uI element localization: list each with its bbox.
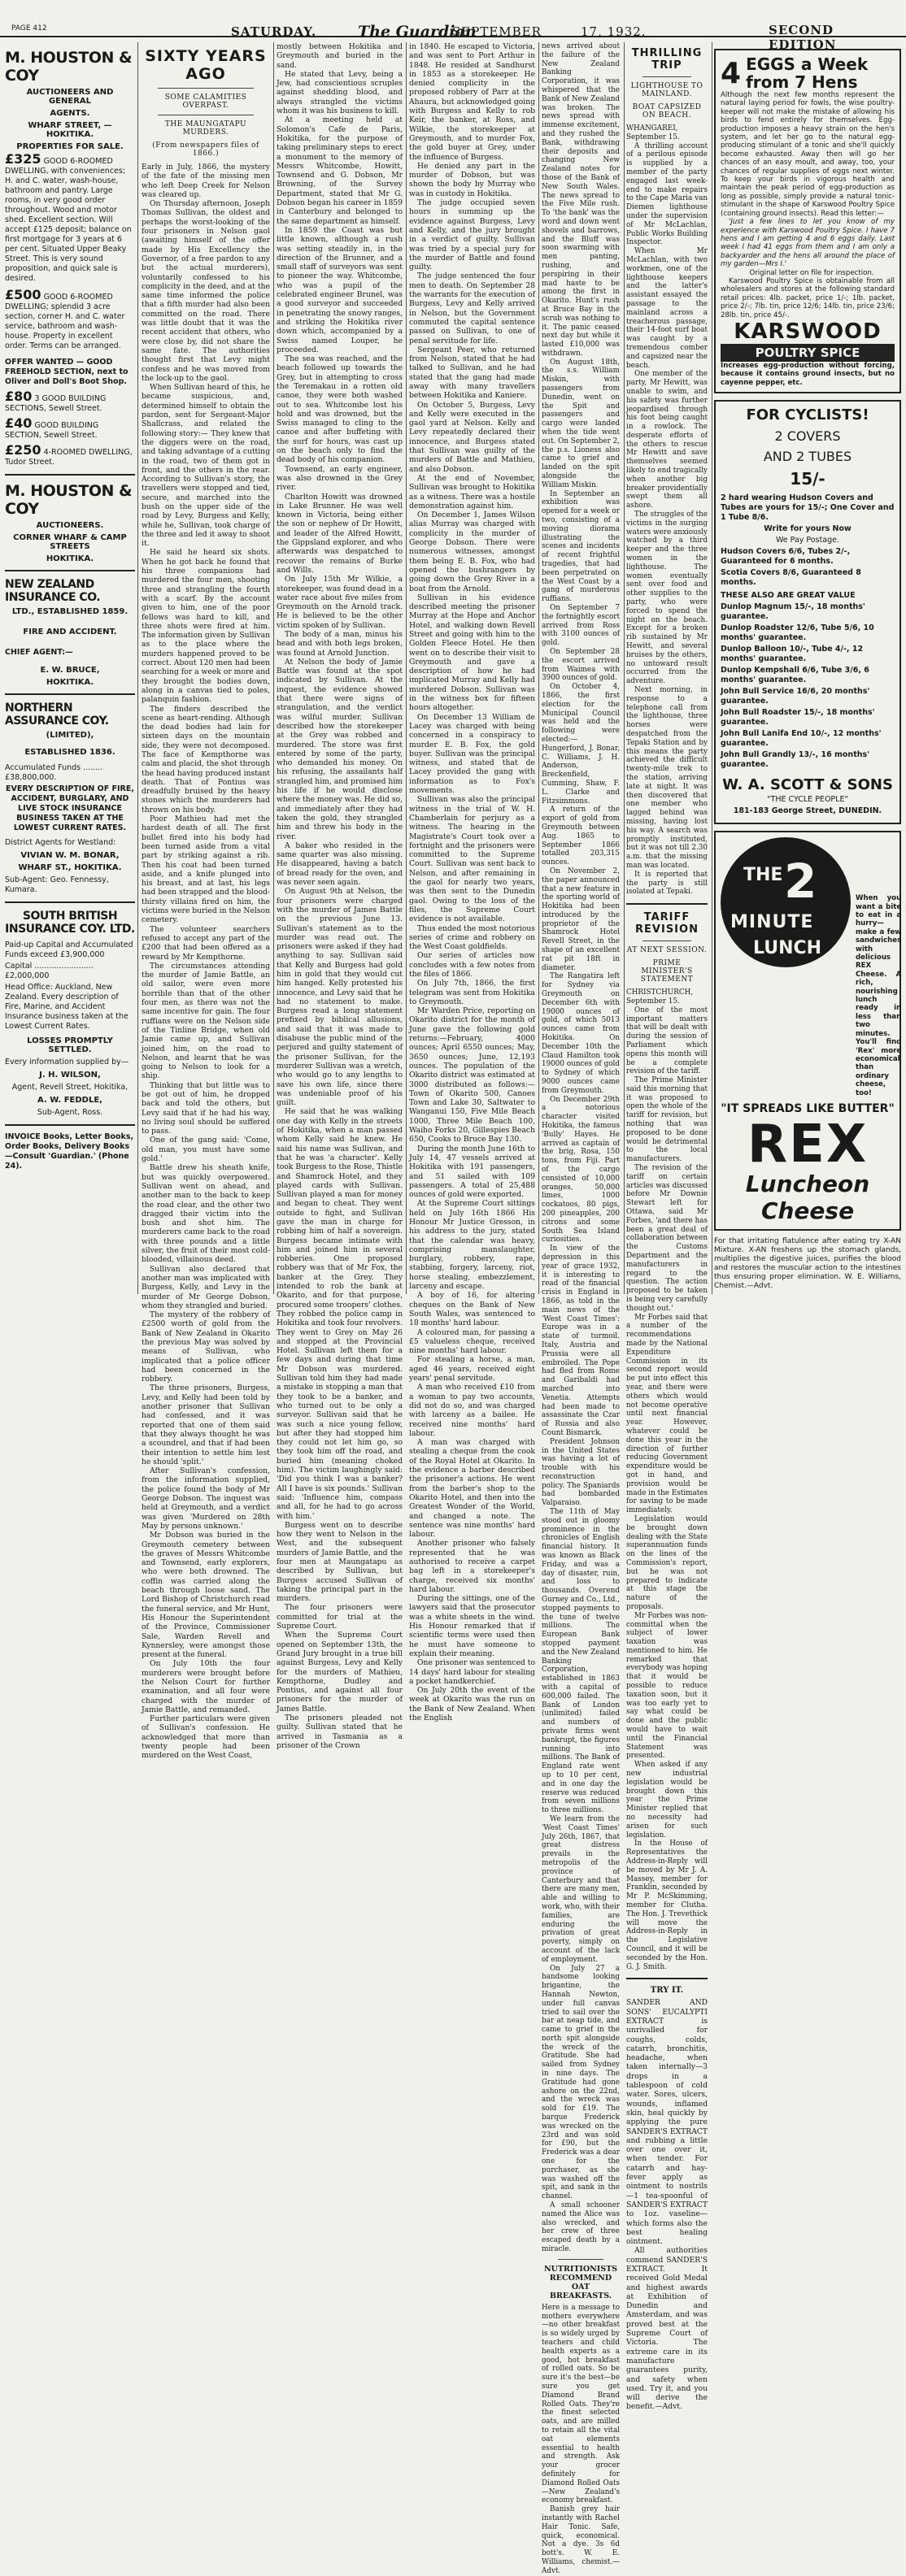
tyre-list — [721, 602, 895, 770]
northern-description: EVERY DESCRIPTION OF FIRE, ACCIDENT, BURGLARY, AND LIVE STOCK INSURANCE BUSINESS TAKEN AT THE LOWEST CURRENT RATES. — [6, 784, 134, 832]
paragraph: When the Supreme Court opened on September 13th, the Grand Jury brought in a true bill against Burgess, Levy and Kelly for the murders of Mathieu, Kempthorne, Dudley and Pontius, and against all four prisoners for the murder of James Battle. — [277, 1631, 403, 1714]
cyclists-ad — [714, 400, 901, 824]
houston-ad-subtitle: AUCTIONEERS AND GENERAL — [26, 88, 114, 106]
paragraph: On August 18th, the s.s. William Miskin, with passengers from Dunedin, went on the Spit and passengers and cargo were landed when the tide went out. On September 2, the p.s. Lioness also came to grief and landed on the spit alongside the William Miskin. — [542, 358, 620, 489]
sb-agent: J. H. WILSON, — [39, 1071, 101, 1079]
article-continuation — [409, 42, 535, 1723]
paragraph: The Rangatira left for Sydney via Greymouth on December 6th with 19000 ounces of gold, of which 5013 ounces came from Hokitika. On December 10th the Claud Hamilton took 19000 ounces of gold to Sydney of which 9000 ounces came from Greymouth. — [542, 972, 620, 1095]
tubes-line: AND 2 TUBES — [763, 449, 852, 465]
article-body — [277, 42, 403, 1750]
tryit-headline: TRY IT. — [650, 1986, 684, 1996]
cyclists-postage: We Pay Postage. — [775, 536, 840, 545]
paragraph: One of the most important matters that will be dealt with during the session of Parliament which opens this month will be a complete revision of the tariff. — [626, 1006, 708, 1076]
property-description: 4-ROOMED DWELLING, Tudor Street. — [5, 448, 133, 467]
cyclists-price: 15/- — [790, 469, 825, 489]
masthead-date: 17, 1932. — [581, 24, 647, 39]
invoice-books-ad: INVOICE Books, Letter Books, Order Books, Delivery Books—Consult 'Guardian.' (Phone 24). — [5, 1132, 134, 1171]
paragraph: Early in July, 1866, the mystery of the fate of the missing men who left Deep Creek for Nelson was cleared up. — [142, 163, 270, 199]
thrilling-body — [626, 124, 708, 897]
column-rule — [137, 42, 138, 1294]
sb-subagent-town: Sub-Agent, Ross. — [37, 1108, 103, 1117]
paragraph: The prisoners pleaded not guilty. Sullivan stated that he arrived in Tasmania as a prisoner of the Crown — [277, 1714, 403, 1750]
paragraph: Sullivan also declared that another man was implicated with Burgess, Kelly, and Levy in the murder of Mr George Dobson, whom they strangled and buried. — [142, 1264, 270, 1310]
houston-address: WHARF STREET, — HOKITIKA. — [28, 121, 112, 139]
paragraph: Poor Mathieu had met the hardest death of all. The first bullet fired into his body had been turned aside from a vital part by striking against a rib. Then his coat had been turned aside, and a knife plunged into his breast, and at last, his legs had been strapped and the blood-thirsty villains fired on him, the victims were buried in the Nelson cemetery. — [142, 815, 270, 925]
paragraph: in 1840. He escaped to Victoria, and was sent to Port Arthur in 1848. He resided at Sandhurst in 1853 as a storekeeper. He denied complicity in the proposed robbery of Parr at the Ahaura, but acknowledged going with Burgess and Kelly to rob Keir, the banker, at Ross, and Wilkie, the storekeeper at Greymouth, and to murder Fox, the gold buyer at Grey, under the influence of Burgess. — [409, 42, 535, 162]
northern-title: NORTHERN ASSURANCE COY. — [5, 702, 109, 728]
paragraph: A boy of 16, for altering cheques on the Bank of New South Wales, was sentenced to 18 months' hard labour. — [409, 1291, 535, 1328]
column-rule — [624, 42, 625, 1294]
divider — [558, 2259, 603, 2260]
property-80 — [5, 389, 135, 414]
sub-agent: Sub-Agent: Geo. Fennessy, Kumara. — [5, 875, 109, 894]
nz-insurance-fire: FIRE AND ACCIDENT. — [23, 628, 117, 636]
nutrition-body — [542, 2304, 620, 2576]
paragraph: Thinking that but little was to be got out of him, he dropped back and told the others, but Levy said that if he had his way, no living soul should be suffered to pass. — [142, 1080, 270, 1136]
thrilling-subheading: LIGHTHOUSE TO MAINLAND. — [630, 82, 703, 98]
paragraph: One member of the party, Mr Hewitt, was unable to swim, and his safety was further jeopardised through his foot being caught in a rowlock. The desperate efforts of the others to rescue Mr Hewitt and save themselves seemed likely to end tragically when another big breaker providentially swept them all ashore. — [626, 370, 708, 510]
masthead-day: SATURDAY. — [231, 24, 317, 39]
tryit-body: All authorities commend SANDER'S EXTRACT. It received Gold Medal and highest awards at Exhibition of Dunedin and Amsterdam, and was proved best at the Supreme Court of Victoria. The extreme care in its manufacture guarantees purity, and safety when used. Try it, and you will derive the benefit.—Advt. — [626, 2246, 708, 2412]
paragraph: On July 27 a handsome looking brigantine, the Hannah Newton, under full canvas tried to sail over the bar at neap tide, and came to grief in the north spit alongside the wreck of the Gratitude. She had sailed from Sydney in nine days. The Gratitude had gone ashore on the 22nd, and the wreck was sold for £19. The barque Frederick was wrecked on the 23rd and was sold for £90, but the Frederick was a dear one for the purchaser, as she was washed off the spit, and sank in the channel. — [542, 1964, 620, 2201]
paragraph: WHANGAREI, September 15. — [626, 124, 680, 141]
paragraph: At the end of November, Sullivan was brought to Hokitika as a witness. There was a hostile demonstration against him. — [409, 473, 535, 510]
paragraph: news arrived about the failure of the New Zealand Banking Corporation, it was whispered that the Bank of New Zealand was broken. The news spread with immense excitement, and they rushed the Bank, withdrawing their deposits and changing New Zealand notes for those of the Bank of New South Wales. The news spread to the Five Mile rush. To 'the bank' was the word and down went shovels and barrows, and the Bluff was soon swarming with men panting, rushing, and perspiring in their mad haste to be among the first in Okarito. Hunt's rush at Bruce Bay in the scrub was nothing to it. The panic ceased next day but while it lasted £10,000 was withdrawn. — [542, 42, 620, 358]
paragraph: On July 20th the event of the week at Okarito was the run on the Bank of New Zealand. When the English — [409, 1686, 535, 1723]
tyre-item: John Bull Grandly 13/-, 16 months' guarantee. — [721, 750, 870, 770]
paragraph: A baker who resided in the same quarter was also missing. He disappeared, having a batch of bread ready for the oven, and was never seen again. — [277, 841, 403, 888]
paragraph: The struggles of the victims in the surging waters were anxiously watched by a third keeper and the three women in the lighthouse. The women eventually sent over food and other supplies to the party, who were forced to spend the night on the beach. Except for a broken rib sustained by Mr Hewitt, and several bruises by the others, no untoward result occurred from the adventure. — [626, 510, 708, 686]
paragraph: On December 13 William de Lacey was charged with being concerned in a conspiracy to murder E. B. Fox, the gold buyer. Sullivan was the principal witness, and stated that de Lacey provided the gang with information as to Fox's movements. — [409, 712, 535, 796]
paragraph: On Thursday afternoon, Joseph Thomas Sullivan, the oldest and perhaps the worst-looking of the four prisoners in Nelson gaol (awaiting himself of the offer made by His Excellency the Governor, of a free pardon to any but the actual murderers), voluntarily confessed to his complicity in the deed, and at the same time informed the police that a fifth murder had also been committed on the road. There was little doubt that it was the recent accident that others, who were close by, did not share the same fate. The authorities thought first that Levy might confess and he was moved from the lock-up to the gaol. — [142, 199, 270, 383]
paragraph: He stated that Levy, being a Jew, had conscientious scruples against shedding blood, and always strangled the victims whom it was his business to kill. — [277, 69, 403, 116]
paragraph: In 1859 the Coast was but little known, although a rush was setting steadily in, in the direction of the Brunner, and a small staff of surveyors was sent to pioneer the way. Whitcombe, who was a pupil of the celebrated engineer Brunel, was a good surveyor and succeeded in penetrating the snowy ranges, and striking the Hokitika river down which, accompanied by a Swiss named Louper, he proceeded. — [277, 225, 403, 354]
rex-logo: REX — [747, 1114, 869, 1175]
houston-subtitle: AUCTIONEERS. — [36, 521, 104, 530]
divider — [642, 76, 691, 77]
article-body — [142, 163, 270, 1761]
paragraph: The three prisoners, Burgess, Levy, and Kelly had been told by another prisoner that Sullivan had confessed, and it was reported that one of them said that they always thought he was a scoundrel, and that if had been their intention to settle him lest he should 'split.' — [142, 1384, 270, 1466]
houston-address: CORNER WHARF & CAMP STREETS — [13, 533, 127, 551]
agent-address: WHARF ST., HOKITIKA. — [18, 863, 122, 872]
newspaper-title: The Guardian — [358, 23, 477, 41]
column-rule — [406, 42, 407, 1294]
property-description: GOOD BUILDING SECTION, Sewell Street. — [5, 421, 99, 440]
masthead — [0, 0, 906, 52]
paragraph: On September 7 the fortnightly escort arrived from Ross with 3100 ounces of gold. — [542, 604, 620, 648]
paragraph: During the month June 16th to July 14, 47 vessels arrived at Hokitika with 191 passengers, and 51 sailed with 109 passengers. A total of 25,488 ounces of gold were exported. — [409, 1144, 535, 1200]
houston-ad-title: M. HOUSTON & COY — [5, 482, 133, 518]
property-description: GOOD 6-ROOMED DWELLING; splendid 3 acre section, corner H. and C. water service, bathroom and wash-house. Property in excellent order. Terms can be arranged. — [5, 293, 125, 350]
eggs-line1: EGGS a Week — [746, 54, 869, 74]
paragraph: On August 9th at Nelson, the four prisoners were charged with the murder of James Battle on the previous June 13. Sullivan's statement as to the murder was read out. The prisoners were asked if they had anything to say. Sullivan said that Kelly and Burgess had gold him in gold that they would cut him hanged. Kelly protested his innocence, and Levy said that he had no statement to make. Burgess read a long statement prefixed by biblical allusions, and said that it was made to disabuse the public mind of the perjured and guilty statement of the prisoner Sullivan, for the murderer Sullivan was a wretch, who would go to any lengths to save his own life, since there was undeniable proof of his guilt. — [277, 887, 403, 1108]
northern-established: ESTABLISHED 1836. — [24, 748, 115, 757]
sb-agent-address: Agent, Revell Street, Hokitika, — [11, 1083, 128, 1092]
divider — [626, 1978, 708, 1979]
sixty-years-ago-article — [142, 42, 270, 1761]
paragraph: In view of the depression in this year of grace 1932, it is interesting to read of the financial crisis in England in 1866, as told in the main news of the 'West Coast Times': Europe was in a state of turmoil. Italy, Austria and Prussia were all embroiled. The Pope had fled from Rome and Garibaldi had marched into Venetia. Attempts had been made to assassinate the Czar of Russia and also Count Bismarck. — [542, 1245, 620, 1437]
property-325 — [5, 151, 135, 284]
paragraph: The 11th of May stood out in gloomy prominence in the chronicles of English financial history. It was known as Black Friday, and was a day of disaster, ruin, and loss to thousands. Overend Gurney and Co., Ltd., stopped payments to the tune of twelve millions. The European Bank stopped payment and the New Zealand Banking Corporation, established in 1863 with a capital of 600,000 failed. The Bank of London (unlimited) failed and numbers of private firms went bankrupt, the figures running into millions. The Bank of England rate went up to 10 per cent, and in one day the reserve was reduced from seven millions to three millions. — [542, 1508, 620, 1815]
masthead-month: SEPTEMBER — [452, 24, 542, 39]
paragraph: mostly between Hokitika and Greymouth and buried in the sand. — [277, 42, 403, 70]
price: £325 — [5, 151, 41, 167]
divider — [5, 1124, 135, 1126]
paragraph: Here is a message to mothers everywhere—no other breakfast is so widely urged by teachers and child health experts as a good, hot breakfast of rolled oats. So be sure it's the best—be sure you get Diamond Brand Rolled Oats. They're the finest selected oats, and are milled to retain all the vital oat elements essential to health and strength. Ask your grocer definitely for Diamond Rolled Oats—New Zealand's economy breakfast. — [542, 2303, 620, 2505]
paragraph: On September 28 the escort arrived from Waimea with 3900 ounces of gold. — [542, 647, 620, 683]
eggs-number: 4 — [721, 56, 742, 90]
paragraph: Our series of articles now concludes with a few notes from the files of 1866. — [409, 951, 535, 979]
tariff-subheading: PRIME MINISTER'S STATEMENT — [640, 959, 694, 984]
paragraph: In September an exhibition was opened for a week or two, consisting of a moving diorama illustrating the scenes and incidents of recent frightful tragedies, that had been perpetrated on the West Coast by a gang of murderous ruffians. — [542, 489, 620, 604]
houston-town: HOKITIKA. — [46, 554, 94, 563]
xan-ad: For that irritating flatulence after eating try X-AN Mixture. X-AN freshens up the stomach glands, multiplies the digestive juices, purifies the blood and restores the muscular action to the intestines thus ensuring proper elimination. W. E. Williams, Chemist.—Advt. — [714, 1236, 901, 1290]
karswood-tagline: Increases egg-production without forcing, because it contains ground insects, but no cayenne pepper, etc. — [721, 361, 895, 387]
sb-info: Every information supplied by— — [5, 1058, 129, 1066]
thrilling-subheading: BOAT CAPSIZED ON BEACH. — [632, 103, 702, 119]
northern-subtitle: (LIMITED), — [46, 731, 94, 740]
paragraph: Sullivan was also the principal witness in the trial of W. H. Chamberlain for perjury as a witness. The hearing in the Magistrate's Court took over a fortnight and the prisoners were committed to the Supreme Court. Sullivan was sent back to Nelson, and after remaining in the gaol for nearly two years, was then sent to the Dunedin gaol. Owing to the loss of the files, the Supreme Court evidence is not available. — [409, 795, 535, 924]
tariff-body — [626, 988, 708, 1971]
lunch-two: 2 — [784, 854, 817, 910]
paragraph: Mr Warden Price, reporting on Okarito district for the month of June gave the following gold returns:—February, 4000 ounces; April 6550 ounces; May, 3650 ounces; June, 12,193 ounces. The population of the Okarito district was estimated at 3000 distributed as follows:—Town of Okarito 500, Canoes Town and Lake 30, Saltwater to Wanganui 150, Five Mile Beach 1000, Three Mile Beach 100, Waiho Forks 20, Gillespies Beach 650, Cooks to Bruce Bay 130. — [409, 1006, 535, 1145]
paragraph: President Johnson in the United States was having a lot of trouble with his reconstruction policy. The Spaniards had bombarded Valparaiso. — [542, 1437, 620, 1508]
article-body — [409, 42, 535, 1722]
scott-address: 181-183 George Street, DUNEDIN. — [733, 806, 882, 816]
tryit-body: SANDER AND SONS' EUCALYPTI EXTRACT is unrivalled for coughs, colds, catarrh, bronchitis, headache, when taken internally—3 drops in a tablespoon of cold water. Sores, ulcers, wounds, inflamed skin, heal quickly by applying the pure SANDER'S EXTRACT and rubbing a little over one over it, when tender. For catarrh and hay-fever apply as ointment to nostrils—1 tea-spoonful of SANDER'S EXTRACT to 1oz. vaseline—which forms also the best healing ointment. — [626, 1998, 708, 2247]
divider — [5, 693, 135, 695]
paragraph: On December 1, James Wilson alias Murray was charged with complicity in the murder of George Dobson. There were numerous witnesses, amongst them being E. B. Fox, who had opened the bushrangers by going down the Grey River in a boat from the Arnold. — [409, 510, 535, 593]
paragraph: Next morning, in response to a telephone call from the lighthouse, three horses were despatched from the Tepaki Station and by this means the party achieved the difficult twenty-mile trek to the station, arriving late at night. It was then discovered that one member who lagged behind was missing, having lost his way. A search was promptly instituted, but it was not till 2.30 a.m. that the missing man was located. — [626, 686, 708, 870]
paragraph: The sea was reached, and the beach followed up towards the Grey, but in attempting to cross the Teremakau in a rotten old canoe, they were both washed out to sea. Whitcombe lost his hold and was drowned, but the Swiss managed to cling to the canoe and after buffeting with the surf for hours, was cast up on the beach only to find the dead body of his companion. — [277, 354, 403, 465]
article-body — [542, 42, 620, 2254]
luncheon-cheese: Luncheon Cheese — [745, 1170, 870, 1224]
paragraph: The body of a man, minus his head and with both legs broken, was found at Arnold Junction. — [277, 630, 403, 658]
price: £80 — [5, 389, 33, 404]
paragraph: He said that he was walking one day with Kelly in the streets of Hokitika, when a man passed whom Kelly said he knew. He said his name was Sullivan, and that he was 'a character'. Kelly took Burgess to the Rose, Thistle and Shamrock Hotel, and they played cards with Sullivan. Sullivan played a man for money and began to cheat. They went outside to fight, and Sullivan gave the man in charge for robbing him of half a sovereign. Burgess became intimate with him and joined him in several robberies. One proposed robbery was that of Mr Fox, the banker at the Grey. They intended to rob the bank at Okarito, and for that purpose, procured some troopers' clothes. They robbed the police camp in Hokitika and took four revolvers. They went to Grey on May 26 and stopped at the Provincial Hotel. Sullivan left them for a few days and during that time Mr Dobson was murdered. Sullivan told him they had made a mistake in stopping a man that they took to be a banker, and who turned out to be only a surveyor. Sullivan said that he was such a nice young fellow, but after they had stopped him they could not let him go, so they took him off the road, and buried him (meaning choked him). The victim laughingly said: 'Did you think I was a banker? All I have is six pounds.' Sullivan said: 'Influence him, compass and all, for he had to go across with him.' — [277, 1107, 403, 1521]
paragraph: A return of the export of gold from Greymouth between Aug. 1865 to September 1866 totalled 203,315 ounces. — [542, 806, 620, 867]
karswood-brand: KARSWOOD — [734, 319, 882, 344]
column-rule — [538, 42, 539, 1294]
price: £250 — [5, 442, 41, 458]
paragraph: The judge occupied seven hours in summing up the evidence against Burgess, Levy and Kelly, and the jury brought in a verdict of guilty. Sullivan was tried by a special jury for the murder of Battle and found guilty. — [409, 198, 535, 272]
paragraph: Further particulars were given of Sullivan's confession. He acknowledged that more than twenty people had been murdered on the West Coast, — [142, 1714, 270, 1761]
properties-heading: PROPERTIES FOR SALE. — [16, 142, 124, 151]
paragraph: CHRISTCHURCH, September 15. — [626, 988, 694, 1006]
paragraph: At the Supreme Court sittings held on July 16th 1866 His Honour Mr Justice Gresson, in his address to the jury, stated that the calendar was heavy, comprising manslaughter, burglary, robbery, rape, stabbing, forgery, larceny, riot, horse stealing, embezzlement, larceny and escape. — [409, 1199, 535, 1292]
karswood-ad — [714, 49, 901, 393]
tyre-item: Dunlop Roadster 12/6, Tube 5/6, 10 months' guarantee. — [721, 623, 874, 643]
eggs-line — [746, 55, 868, 91]
paragraph: The four prisoners were committed for trial at the Supreme Court. — [277, 1603, 403, 1631]
sb-subagent: A. W. FEDDLE, — [37, 1096, 102, 1105]
article-subheading: SOME CALAMITIES OVERPAST. — [164, 93, 247, 110]
nutrition-headline: NUTRITIONISTS RECOMMEND OAT BREAKFASTS. — [543, 2264, 618, 2300]
display-ads-column — [714, 42, 901, 1294]
paragraph: Townsend, an early engineer, was also drowned in the Grey river. — [277, 464, 403, 493]
thrilling-headline: THRILLING TRIP — [631, 47, 703, 72]
news-column — [626, 42, 708, 2412]
divider — [626, 903, 708, 905]
great-value-heading: THESE ALSO ARE GREAT VALUE — [721, 591, 856, 601]
eggs-orig: Original letter on file for inspection. — [749, 268, 874, 277]
paragraph: On July 10th the four murderers were brought before the Nelson Court for further examination, and all four were charged with the murder of Jamie Battle, and remanded. — [142, 1659, 270, 1714]
paragraph: The judge sentenced the four men to death. On September 28 the warrants for the execution of Burgess, Levy and Kelly arrived in Nelson, but the Government commuted the capital sentence passed on Sullivan, to one of penal servitude for life. — [409, 272, 535, 345]
district-agents-label: District Agents for Westland: — [5, 838, 116, 847]
edition-label: SECOND EDITION — [769, 23, 837, 52]
article-subheading: THE MAUNGATAPU MURDERS. — [164, 120, 247, 137]
paragraph: Mr Dobson was buried in the Greymouth cemetery between the graves of Messrs Whitcombe and Townsend, early explorers, who were both drowned. The coffin was carried along the beach through loose sand. The Lord Bishop of Christchurch read the funeral service, and Mr Hunt, His Honour the Superintendent of the Province, Commissioner Sale, Warden Revell and Kynnersley, were amongst those present at the funeral. — [142, 1531, 270, 1660]
paragraph: A man who received £10 from a woman to pay two accounts, did not do so, and was charged with larceny as a bailee. He received nine months' hard labour. — [409, 1383, 535, 1438]
paragraph: For stealing a horse, a man, aged 46 years, received eight years' penal servitude. — [409, 1355, 535, 1384]
property-40 — [5, 415, 135, 441]
scott-subtitle: "THE CYCLE PEOPLE" — [767, 795, 848, 805]
paragraph: Mr Forbes said that a number of the recommendations made by the National Expenditure Commission in its second report would be put into effect this year, and there were others which would not become operative until next financial year. However, whatever could be done this year in the direction of further reducing Government expenditure would be got in hand, and provision would be made in the Estimates for saving to be made immediately. — [626, 1313, 708, 1515]
eggs-line2: from 7 Hens — [746, 72, 858, 92]
paragraph: A small schooner named the Alice was also wrecked, and her crew of three escaped death by a miracle. — [542, 2201, 620, 2254]
paragraph: On October 5, Burgess, Levy and Kelly were executed in the gaol yard at Nelson. Kelly and Levy repeatedly declared their innocence, and Burgess stated that Sullivan was guilty of the murders of Battle and Mathieu, and also Dobson. — [409, 400, 535, 474]
nz-insurance-subtitle: LTD., ESTABLISHED 1859. — [11, 607, 128, 616]
paragraph: When asked if any new industrial legislation would be brought down this year the Prime Minister replied that no necessity had arisen for such legislation. — [626, 1761, 708, 1840]
scott-title: W. A. SCOTT & SONS — [722, 776, 893, 794]
divider — [642, 940, 691, 941]
lunch-word: LUNCH — [753, 938, 822, 959]
cyclists-write: Write for yours Now — [764, 524, 852, 534]
hudson-covers: Hudson Covers 6/6, Tubes 2/-, Guaranteed for 6 months. — [721, 547, 851, 567]
cyclists-note: 2 hard wearing Hudson Covers and Tubes are yours for 15/-; One Cover and 1 Tube 8/6. — [721, 493, 895, 523]
south-british-title: SOUTH BRITISH INSURANCE COY. LTD. — [5, 910, 135, 936]
eggs-quote: 'Just a few lines to let you know of my experience with Karswood Poultry Spice. I have 7 hens and I am getting 4 and 6 eggs daily. Last week I had 41 eggs from them and I am only a backyarder and the hens all around the place of my garden—Mrs I.' — [721, 218, 895, 269]
paragraph: Battle drew his sheath knife, but was quickly overpowered. Sullivan went on ahead, and another man to the back to keep the road clear, and the other two dragged their victim into the bush and shot him. The murderers came back to the road with three pounds and a little silver, the fruit of their most cold-blooded, villainous deed. — [142, 1163, 270, 1265]
article-continuation — [277, 42, 403, 1750]
page-number: PAGE 412 — [11, 24, 47, 33]
paragraph: At Nelson the body of Jamie Battle was found at the spot indicated by Sullivan. At the inquest, the evidence showed that there were signs of strangulation, and the verdict was wilful murder. Sullivan described how the storekeeper at the Grey was robbed and murdered. The store was first entered by some of the party, who demanded his money. On his refusing, the assailants half strangled him, and promised him his life if he would disclose where the money was. He did so, and immediately after they had taken the gold, they strangled him and threw his body in the river. — [277, 657, 403, 841]
houston-ad-title: M. HOUSTON & COY — [5, 49, 133, 85]
paragraph: We learn from the 'West Coast Times' July 26th, 1867, that great distress prevails in the metropolis of the province of Canterbury and that there are many men, able and willing to work, who, with their families, are enduring the privation of great poverty, simply on account of the lack of employment. — [542, 1814, 620, 1964]
houston-ad-subtitle: AGENTS. — [50, 109, 90, 118]
divider — [5, 901, 135, 903]
paragraph: Thus ended the most notorious series of crime and robbery on the West Coast goldfields. — [409, 923, 535, 952]
covers-line: 2 COVERS — [774, 428, 841, 445]
column-rule — [273, 42, 274, 1294]
chief-agent-label: CHIEF AGENT:— — [5, 648, 73, 657]
divider — [5, 570, 135, 571]
paragraph: One of the gang said: 'Come, old man, you must have some gold.' — [142, 1136, 270, 1164]
tyre-item: John Bull Service 16/6, 20 months' guarantee. — [721, 687, 870, 706]
eggs-prices: Karswood Poultry Spice is obtainable from all wholesalers and stores at the following standard retail prices: 4lb. packet, price 1/-; 1lb. packet, price 2/-; 7lb. tin, price 12/6; 14lb. tin, price 23/6; 28lb. tin, price 45/-. — [721, 276, 895, 319]
price: £500 — [5, 287, 41, 302]
sb-capital: Paid-up Capital and Accumulated Funds exceed £3,900,000 — [5, 940, 133, 959]
classified-ads-column — [5, 42, 135, 1294]
paragraph: He denied any part in the murder of Dobson, but was shown the body by Murray who was in custody in Hokitika. — [409, 161, 535, 198]
paragraph: One prisoner was sentenced to 14 days' hard labour for stealing a pocket handkerchief. — [409, 1658, 535, 1686]
paragraph: After Sullivan's confession, from the information supplied, the police found the body of Mr George Dobson. The inquest was held at Greymouth, and a verdict was given 'Murdered on 28th May by persons unknown.' — [142, 1466, 270, 1531]
agent-town: HOKITIKA. — [46, 678, 94, 687]
sb-capital2: Capital ........................ £2,000,000 — [5, 962, 94, 980]
paragraph: He said he heard six shots. When he got back he found that his three companions had murdered the four men, shooting three and strangling the fourth with a scarf. By the account given to him, one of the poor fellows was hard to kill, and three shots were fired at him. The information given by Sullivan as to the place where the murders happened proved to be correct. About 120 men had been searching for a week or more and they brought the bodies down, along in a canvas tied to poles, palanquin fashion. — [142, 548, 270, 705]
cyclists-heading: FOR CYCLISTS! — [746, 406, 869, 424]
lunch-the: THE — [743, 865, 783, 886]
paragraph: Charlton Howitt was drowned in Lake Brunner. He was well known in Victoria, being either the son or nephew of Dr Howitt, and leader of the Alfred Howitt, the Gippsland explorer, and who afterwards was despatched to recover the remains of Burke and Wills. — [277, 492, 403, 575]
paragraph: The mystery of the robbery of £2500 worth of gold from the Bank of New Zealand in Okarito the previous May was solved by means of Sullivan, who implicated that a police officer had been concerned in the robbery. — [142, 1310, 270, 1384]
paragraph: Burgess went on to describe how they went to Nelson in the West, and the subsequent murders of Jamie Battle, and the four men at Maungatapu as described by Sullivan, but Burgess accused Sullivan of taking the principal part in the murders. — [277, 1520, 403, 1604]
paragraph: The Prime Minister said this morning that it was proposed to open the whole of the tariff for revision, but nothing that was proposed to be done would be detrimental to the local manufacturers. — [626, 1076, 708, 1164]
tyre-item: Dunlop Magnum 15/-, 18 months' guarantee. — [721, 602, 865, 622]
paragraph: On July 7th, 1866, the first telegram was sent from Hokitika to Greymouth. — [409, 979, 535, 1006]
eggs-heading — [721, 55, 895, 91]
tyre-item: Dunlop Balloon 10/-, Tube 4/-, 12 months' guarantee. — [721, 645, 864, 664]
paragraph: The finders described the scene as heart-rending. Although the dead bodies had lain for sixteen days on the mountain side, they were not decomposed. The face of Kempthorne was calm and placid, the shot through the head having produced instant death. That of Pontius was dreadfully bruised by the heavy stones which the murderers had thrown on his body. — [142, 704, 270, 815]
poultry-spice-bar: POULTRY SPICE — [721, 344, 895, 362]
paragraph: In the House of Representatives the Address-in-Reply will be moved by Mr J. A. Massey, member for Franklin, seconded by Mr P. McSkimming, member for Clutha. The Hon. J. Trevethick will move the Address-in-Reply in the Legislative Council, and it will be seconded by the Hon. G. J. Smith. — [626, 1840, 708, 1971]
property-500 — [5, 287, 135, 351]
price: £40 — [5, 415, 33, 431]
paragraph: The volunteer searchers refused to accept any part of the £200 that had been offered as a reward by Mr Kempthorne. — [142, 924, 270, 962]
two-minute-lunch-badge — [721, 837, 851, 967]
paragraph: A coloured man, for passing a £5 valueless cheque, received nine months' hard labour. — [409, 1327, 535, 1356]
paragraph: A thrilling account of a perilous episode is supplied by a member of the party engaged last week-end to make repairs to the Cape Maria van Diemen lighthouse under the supervision of Mr McLachlan, Public Works Building Inspector. — [626, 141, 708, 247]
agent-name: E. W. BRUCE, — [40, 666, 100, 675]
scotia-covers: Scotia Covers 8/6, Guaranteed 8 months. — [721, 568, 861, 588]
lunch-minute: MINUTE — [730, 912, 814, 933]
sb-head-office: Head Office: Auckland, New Zealand. Every description of Fire, Marine, and Accident Insurance business taken at the Lowest Current Rates. — [5, 983, 128, 1031]
tariff-headline: TARIFF REVISION — [635, 911, 699, 936]
paragraph: When Sullivan heard of this, he became suspicious, and, determined himself to obtain the pardon, sent for Sergeant-Major Shallcrass, and related the following story:— They knew that the diggers were on the road, and taking advantage of a cutting in the road, two of them got in front, and the others in the rear. According to Sullivan's story, the travellers were stopped and tied, secure, and marched into the bush on the upper side of the road by Levy, Burgess and Kelly, while he, Sullivan, took charge of the three and led it away to shoot it. — [142, 383, 270, 549]
property-description: 3 GOOD BUILDING SECTIONS, Sewell Street. — [5, 394, 107, 413]
lunch-row — [721, 837, 902, 1097]
paragraph: Sullivan in his evidence described meeting the prisoner Murray at the Hope and Anchor Hotel, and walking down Revell Street and going with him to the Golden Fleece Hotel. He then went on to describe their visit to Greymouth and gave a description of how he had implicated Murray and Kelly had murdered Dobson. Sullivan was in the witness box for fifteen hours altogether. — [409, 593, 535, 713]
paragraph: A man was charged with stealing a cheque from the cook of the Royal Hotel at Okarito. In the evidence a barber described the prisoner's actions. He went from the barber's shop to the Okarito Hotel, and then into the Greatest Wonder of the World, and changed a note. The sentence was nine months' hard labour. — [409, 1438, 535, 1540]
tyre-item: John Bull Lanifa End 10/-, 12 months' guarantee. — [721, 729, 882, 749]
paragraph: Mr Forbes was non-committal when the subject of lower taxation was mentioned to him. He remarked that everybody was hoping that it would be possible to reduce taxation soon, but it was too early yet to say what could be done and the public would have to wait until the Financial Statement was presented. — [626, 1611, 708, 1761]
spreads-slogan: "IT SPREADS LIKE BUTTER" — [721, 1101, 895, 1115]
paragraph: It is reported that the party is still isolated at Tepaki. — [626, 870, 708, 897]
divider — [5, 474, 135, 476]
paragraph: When Mr McLachlan, with two workmen, one of the lighthouse keepers and the latter's assistant essayed the passage to the mainland across a treacherous passage, their 14-foot surf boat was caught by a tremendous comber and capsized near the beach. — [626, 247, 708, 370]
tyre-item: John Bull Roadster 15/-, 18 months' guarantee. — [721, 708, 875, 728]
sb-losses: LOSSES PROMPTLY SETTLED. — [27, 1036, 113, 1054]
paragraph: At a meeting held at Solomon's Cafe de Paris, Hokitika, for the purpose of taking preliminary steps to erect a monument to the memory of Messrs Whitcombe, Howitt, Townsend and G. Dobson, Mr Browning, of the Survey Department, stated that Mr G. Dobson began his career in 1859 in Canterbury and belonged to the same department as himself. — [277, 115, 403, 226]
article-continuation — [542, 42, 620, 2575]
article-headline: SIXTY YEARS AGO — [145, 47, 267, 83]
nz-insurance-title: NEW ZEALAND INSURANCE CO. — [5, 578, 101, 604]
tariff-subheading: AT NEXT SESSION. — [626, 946, 708, 955]
lunch-text: When you want a bite to eat in a hurry—make a few sandwiches with delicious REX Cheese. A rich, nourishing lunch ready in less than two minutes. You'll find 'Rex' more economical than ordinary cheese, too! — [856, 894, 902, 1097]
paragraph: During the sittings, one of the lawyers said that the prosecutor was a white sheets in the wind. His Honour remarked that if scientific terms were used then he must have someone to explain their meaning. — [409, 1594, 535, 1658]
paragraph: Legislation would be brought down dealing with the State superannuation funds on the lines of the Commission's report, but he was not prepared to indicate at this stage the nature of the proposals. — [626, 1514, 708, 1611]
eggs-text: Although the next few months represent the natural laying period for fowls, the wise poultry-keeper will not make the mistake of allowing his birds to fend entirely for themselves. Egg-production imposes a heavy strain on the hen's system, and let her go to the natural egg-producing stimulant of a tonic and she'll quickly become exhausted. Away then will go her chances of an easy moult, and away, too, your chances of regular supplies of eggs next winter. To keep your birds in vigorous health and maintain the peak period of egg-production as long as possible, simply provide a natural tonic-stimulant in the shape of Karswood Poultry Spice (containing ground insects). Read this letter:— — [721, 91, 895, 218]
rex-cheese-ad — [714, 831, 901, 1231]
paragraph: The circumstances attending the murder of Jamie Battle, an old sailor, were even more horrible than that of the other four men, as there was not the same incentive for gain. The four ruffians were on the Nelson side of the Tinline Bridge, when old Jamie came up, and Sullivan joined him, on the road to Nelson, and learnt that he was going to Nelson to look for a ship. — [142, 961, 270, 1081]
paragraph: Sergeant Peer, who returned from Nelson, stated that he had talked to Sullivan, and he had stated that the gang had made away with many travellers between Hokitika and Kaniere. — [409, 345, 535, 401]
agent-name: VIVIAN W. M. BONAR, — [20, 851, 120, 860]
property-description: GOOD 6-ROOMED DWELLING, with conveniences; H. and C. water, wash-house, bathroom and pantry. Large rooms, in very good order throughout. Wood and motor shed. Excellent section. Will accept £125 deposit; balance on first mortgage for 3 years at 6 per cent. Situated Upper Beaky Street. This is very sound proposition, and quick sale is desired. — [5, 157, 132, 283]
offer-wanted: OFFER WANTED — GOOD FREEHOLD SECTION, next to Oliver and Doll's Boot Shop. — [5, 358, 128, 386]
article-source: (From newspapers files of 1866.) — [152, 141, 259, 158]
paragraph: Another prisoner who falsely represented that he was authorised to receive a carpet bag left in a storekeeper's charge, received six months' hard labour. — [409, 1539, 535, 1594]
paragraph: Banish grey hair instantly with Rachel Hair Tonic. Safe, quick, economical. Not a dye. 3s 6d bott's. W. E. Williams, chemist.—Advt. — [542, 2505, 620, 2575]
tyre-item: Dunlop Kempshall 6/6, Tube 3/6, 6 months' guarantee. — [721, 666, 869, 685]
property-250 — [5, 442, 135, 467]
paragraph: On November 2, the paper announced that a new feature in the sporting world of Hokitika had been introduced by the proprietor of the Shamrock Hotel Revell Street, in the shape of an excellent rat pit 18ft in diameter. — [542, 867, 620, 972]
northern-funds: Accumulated Funds ........ £38,800,000. — [5, 763, 103, 782]
paragraph: On July 15th Mr Wilkie, a storekeeper, was found dead in a water race about five miles from Greymouth on the Arnold track. He is believed to be the other victim spoken of by Sullivan. — [277, 575, 403, 630]
paragraph: On December 29th a notorious character visited Hokitika, the famous 'Bully' Hayes. He arrived as captain of the brig, Rosa, 150 tons, from Fiji. Part of the cargo consisted of 10,000 oranges, 50,000 limes, 1000 cockatoos, 80 pigs, 200 pineapples, 200 citrons and some South Sea Island curiosities. — [542, 1095, 620, 1245]
divider — [158, 88, 254, 89]
paragraph: On October 4, 1866, the first election for the Municipal Council was held and the following were elected:— Hungerford, J. Bonar, C. Williams, J. H. Anderson, Breckenfield, Cumming, Shaw, F. L. Clarke and Fitzsimmons. — [542, 683, 620, 806]
paragraph: The revision of the tariff on certain articles was discussed before Mr Downie Stewart left for Ottawa, said Mr Forbes, 'and there has been a great deal of collaboration between the Customs Department and the manufacturers in regard to the question. The action proposed to be taken is being very carefully thought out.' — [626, 1164, 708, 1313]
